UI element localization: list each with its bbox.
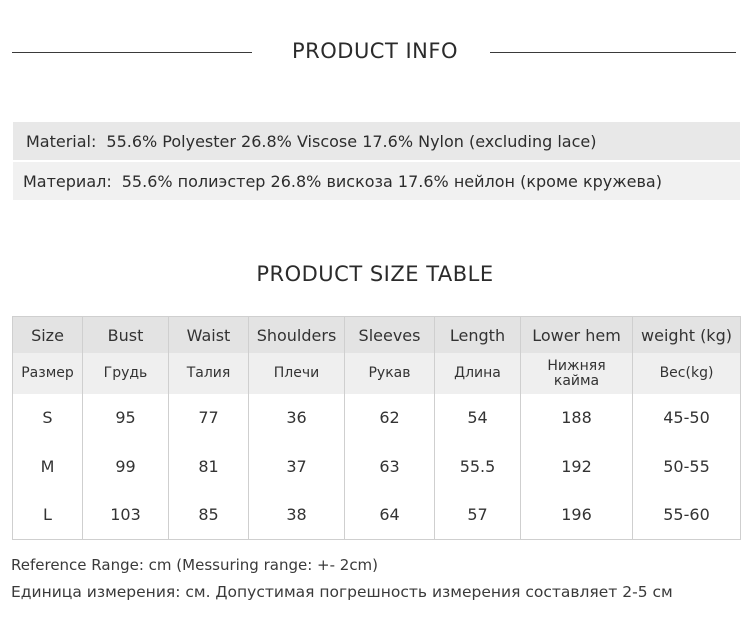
table-cell: 50-55 [633, 442, 741, 490]
table-cell: 85 [169, 491, 249, 540]
table-cell: 45-50 [633, 394, 741, 442]
material-row-ru [13, 162, 740, 200]
table-cell: 192 [521, 442, 633, 490]
table-cell: 81 [169, 442, 249, 490]
header-cell: Lower hem [521, 317, 633, 354]
table-row [13, 442, 741, 490]
size-table-header-ru [13, 353, 741, 393]
header-cell: Нижняя кайма [521, 353, 633, 393]
table-row [13, 394, 741, 442]
header-cell: Длина [435, 353, 521, 393]
table-cell: 103 [83, 491, 169, 540]
table-cell: 63 [345, 442, 435, 490]
material-value-ru: 55.6% полиэстер 26.8% вискоза 17.6% нейлон (кроме кружева) [121, 171, 662, 191]
header-cell: Length [435, 317, 521, 354]
header-cell: Вес(kg) [633, 353, 741, 393]
size-table [12, 316, 741, 540]
material-label-en: Material: [26, 131, 97, 151]
reference-note-ru: Единица измерения: см. Допустимая погрешность измерения составляет 2-5 см [11, 583, 673, 601]
header-cell: Размер [13, 353, 83, 393]
material-row-en [13, 122, 740, 160]
table-cell: 188 [521, 394, 633, 442]
table-cell: 55-60 [633, 491, 741, 540]
header-divider-right [490, 52, 736, 53]
header-cell: Waist [169, 317, 249, 354]
product-info-title: PRODUCT INFO [291, 39, 458, 63]
table-cell: 99 [83, 442, 169, 490]
table-cell: S [13, 394, 83, 442]
table-cell: 62 [345, 394, 435, 442]
table-cell: 37 [249, 442, 345, 490]
table-cell: 77 [169, 394, 249, 442]
header-cell: Sleeves [345, 317, 435, 354]
reference-note-en: Reference Range: cm (Messuring range: +- 2cm) [11, 556, 379, 574]
table-cell: 95 [83, 394, 169, 442]
table-cell: 55.5 [435, 442, 521, 490]
table-cell: 38 [249, 491, 345, 540]
table-cell: 54 [435, 394, 521, 442]
header-cell: Плечи [249, 353, 345, 393]
table-cell: L [13, 491, 83, 540]
table-cell: 57 [435, 491, 521, 540]
table-cell: 36 [249, 394, 345, 442]
table-row [13, 491, 741, 540]
size-table-header-en [13, 317, 741, 354]
header-cell: Shoulders [249, 317, 345, 354]
table-cell: M [13, 442, 83, 490]
header-cell: Bust [83, 317, 169, 354]
header-cell: Грудь [83, 353, 169, 393]
table-cell: 196 [521, 491, 633, 540]
header-cell: Size [13, 317, 83, 354]
material-value-en: 55.6% Polyester 26.8% Viscose 17.6% Nylon (excluding lace) [106, 131, 597, 151]
table-cell: 64 [345, 491, 435, 540]
material-label-ru: Материал: [23, 171, 112, 191]
header-cell: weight (kg) [633, 317, 741, 354]
header-cell: Талия [169, 353, 249, 393]
size-table-title: PRODUCT SIZE TABLE [256, 262, 494, 286]
header-cell: Рукав [345, 353, 435, 393]
